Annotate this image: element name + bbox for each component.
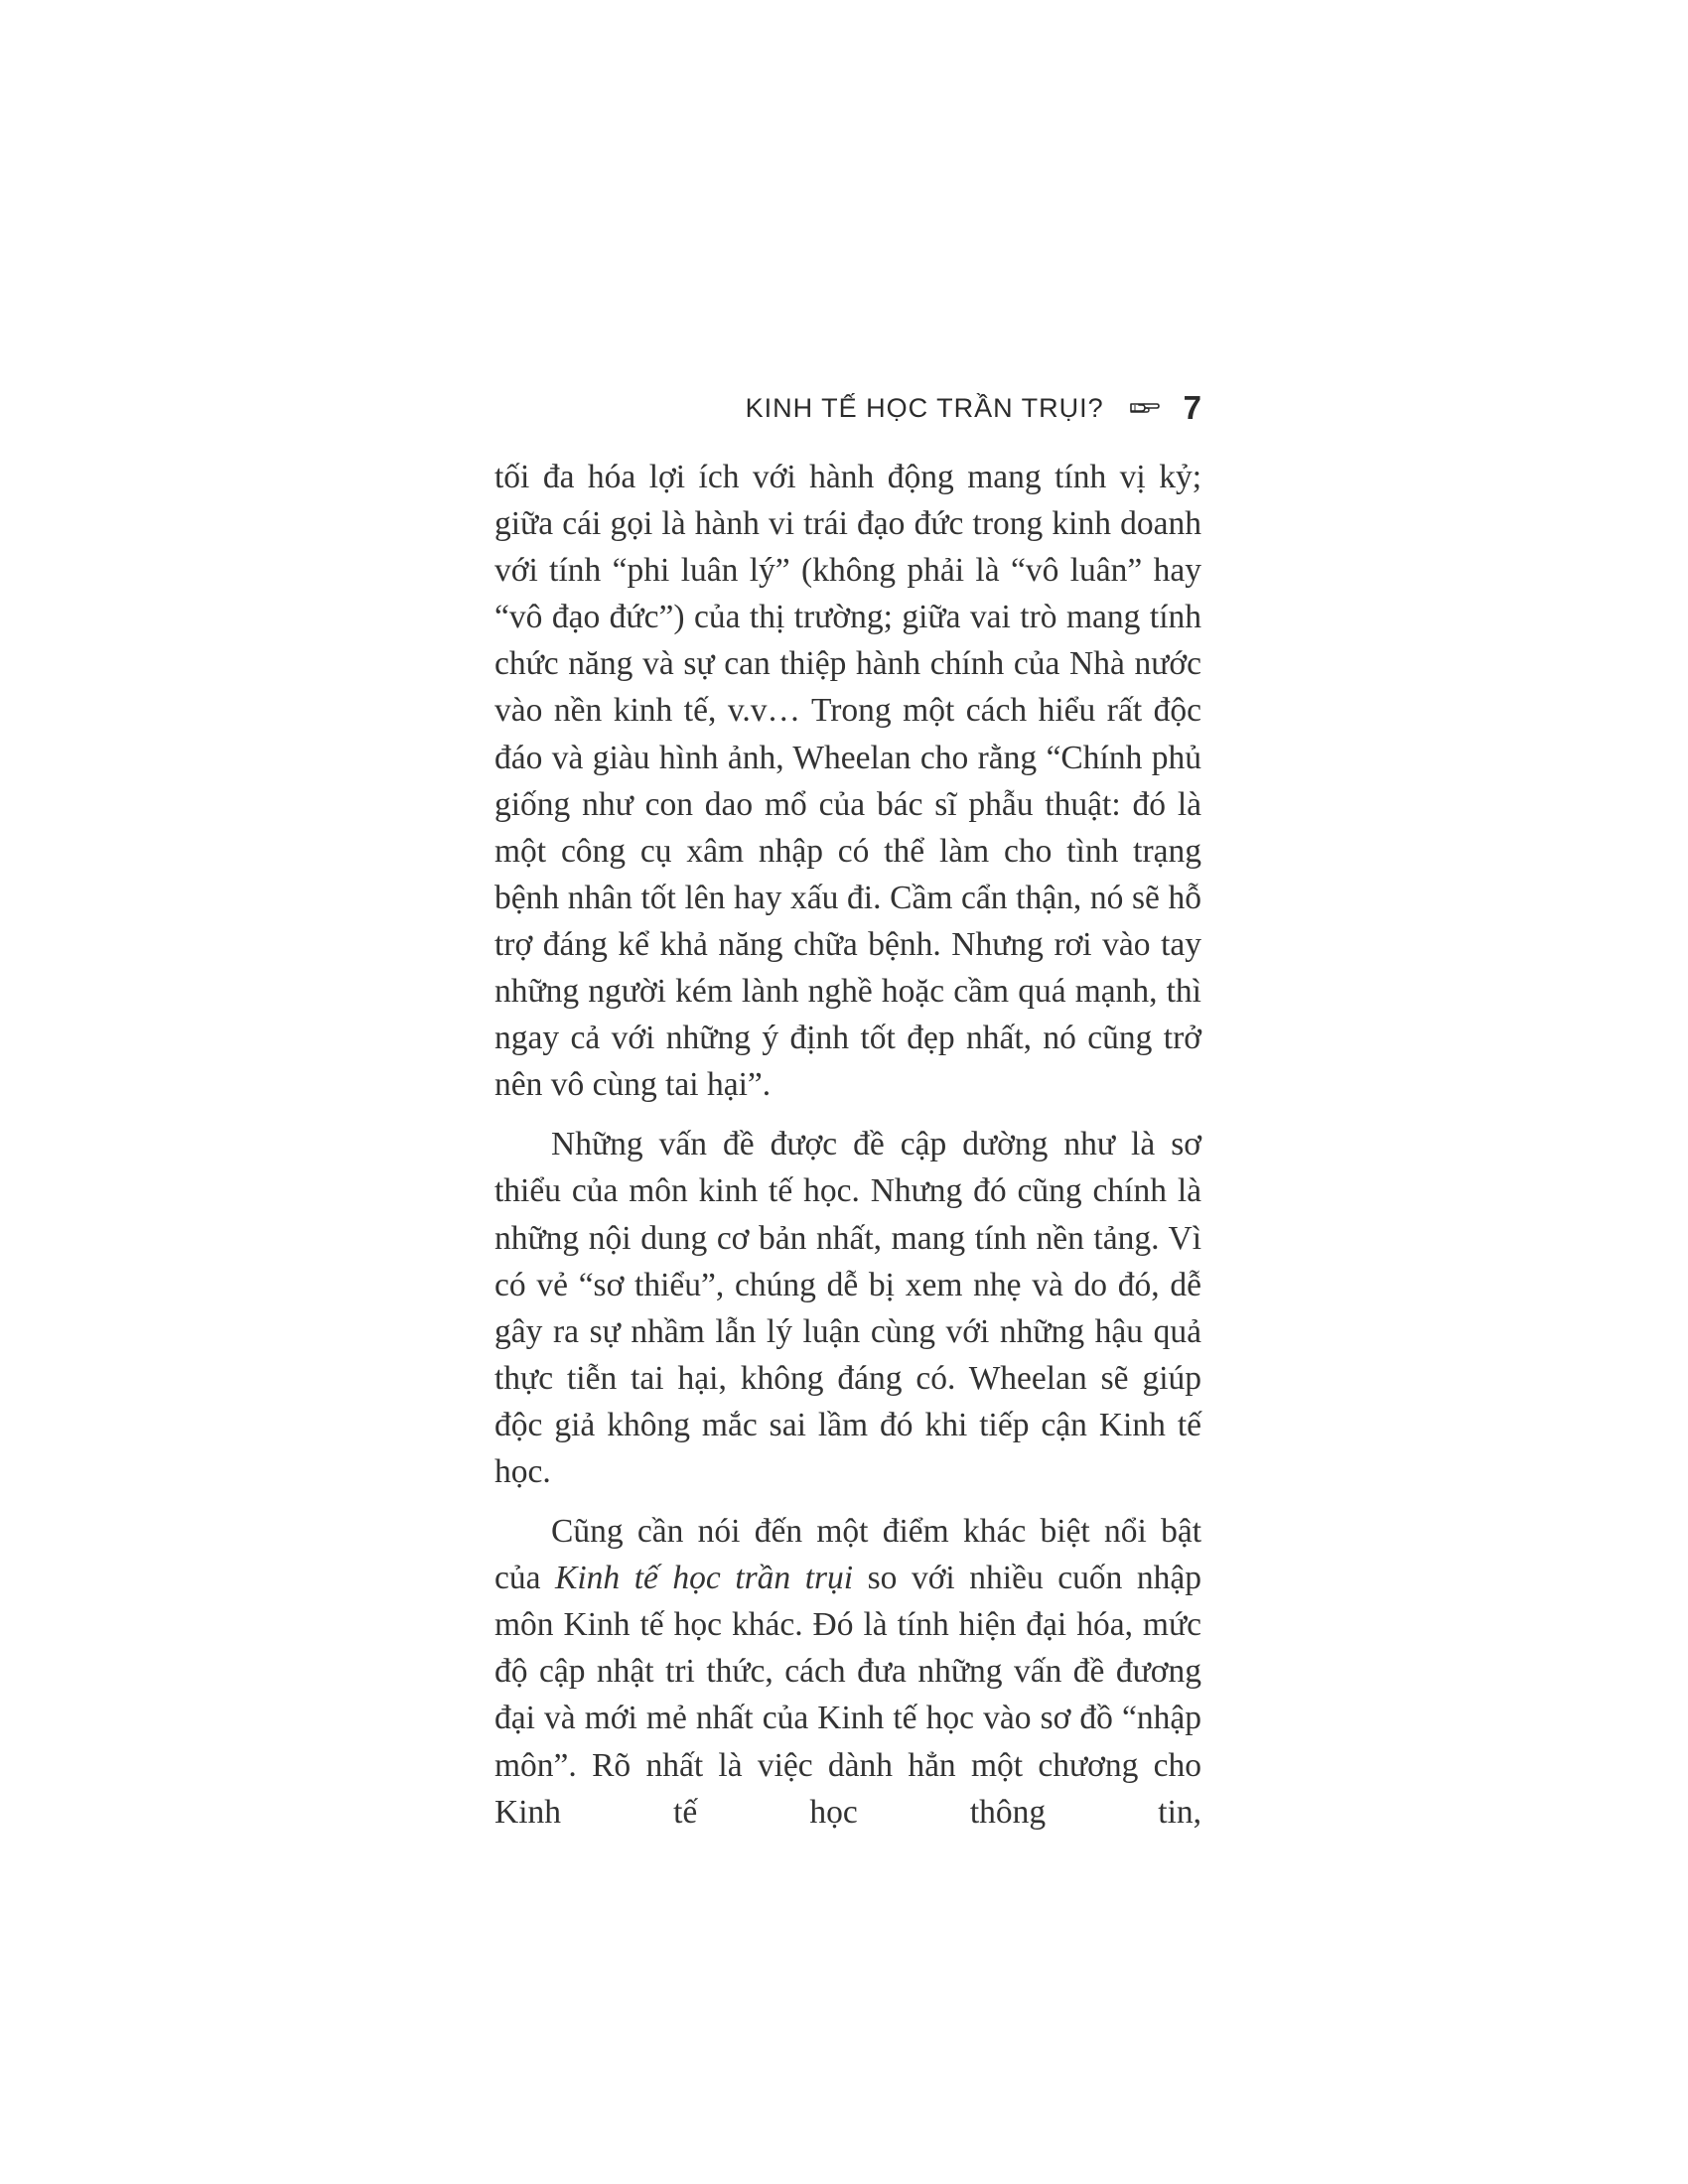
paragraph-2: Những vấn đề được đề cập dường như là sơ thiểu của môn kinh tế học. Nhưng đó cũng chính là những nội dung cơ bản nhất, mang tính nền tảng. Vì có vẻ “sơ thiểu”, chúng dễ bị xem nhẹ và do đó, dễ gây ra sự nhầm lẫn lý luận cùng với những hậu quả thực tiễn tai hại, không đáng có. Wheelan sẽ giúp độc giả không mắc sai lầm đó khi tiếp cận Kinh tế học. [494, 1126, 1201, 1490]
book-title-italic: Kinh tế học trần trụi [555, 1560, 854, 1597]
paragraph-3-text-after: so với nhiều cuốn nhập môn Kinh tế học khác. Đó là tính hiện đại hóa, mức độ cập nhật tri thức, cách đưa những vấn đề đương đại và mới mẻ nhất của Kinh tế học vào sơ đồ “nhập môn”. Rõ nhất là việc dành hẳn một chương cho Kinh tế học thông tin, [494, 1560, 1201, 1831]
paragraph-3 [494, 1508, 1201, 1836]
running-title: KINH TẾ HỌC TRẦN TRỤI? [745, 392, 1104, 423]
paragraph-1: tối đa hóa lợi ích với hành động mang tính vị kỷ; giữa cái gọi là hành vi trái đạo đức trong kinh doanh với tính “phi luân lý” (không phải là “vô luân” hay “vô đạo đức”) của thị trường; giữa vai trò mang tính chức năng và sự can thiệp hành chính của Nhà nước vào nền kinh tế, v.v… Trong một cách hiểu rất độc đáo và giàu hình ảnh, Wheelan cho rằng “Chính phủ giống như con dao mổ của bác sĩ phẫu thuật: đó là một công cụ xâm nhập có thể làm cho tình trạng bệnh nhân tốt lên hay xấu đi. Cầm cẩn thận, nó sẽ hỗ trợ đáng kể khả năng chữa bệnh. Nhưng rơi vào tay những người kém lành nghề hoặc cầm quá mạnh, thì ngay cả với những ý định tốt đẹp nhất, nó cũng trở nên vô cùng tai hại”. [494, 459, 1201, 1104]
running-header [494, 380, 1201, 436]
page-number: 7 [1183, 389, 1201, 426]
paragraph-3-text-before: Cũng cần nói đến một điểm khác biệt nổi bật của [494, 1513, 1201, 1597]
pointing-hand-icon [1130, 400, 1160, 416]
body-text [494, 454, 1201, 1836]
